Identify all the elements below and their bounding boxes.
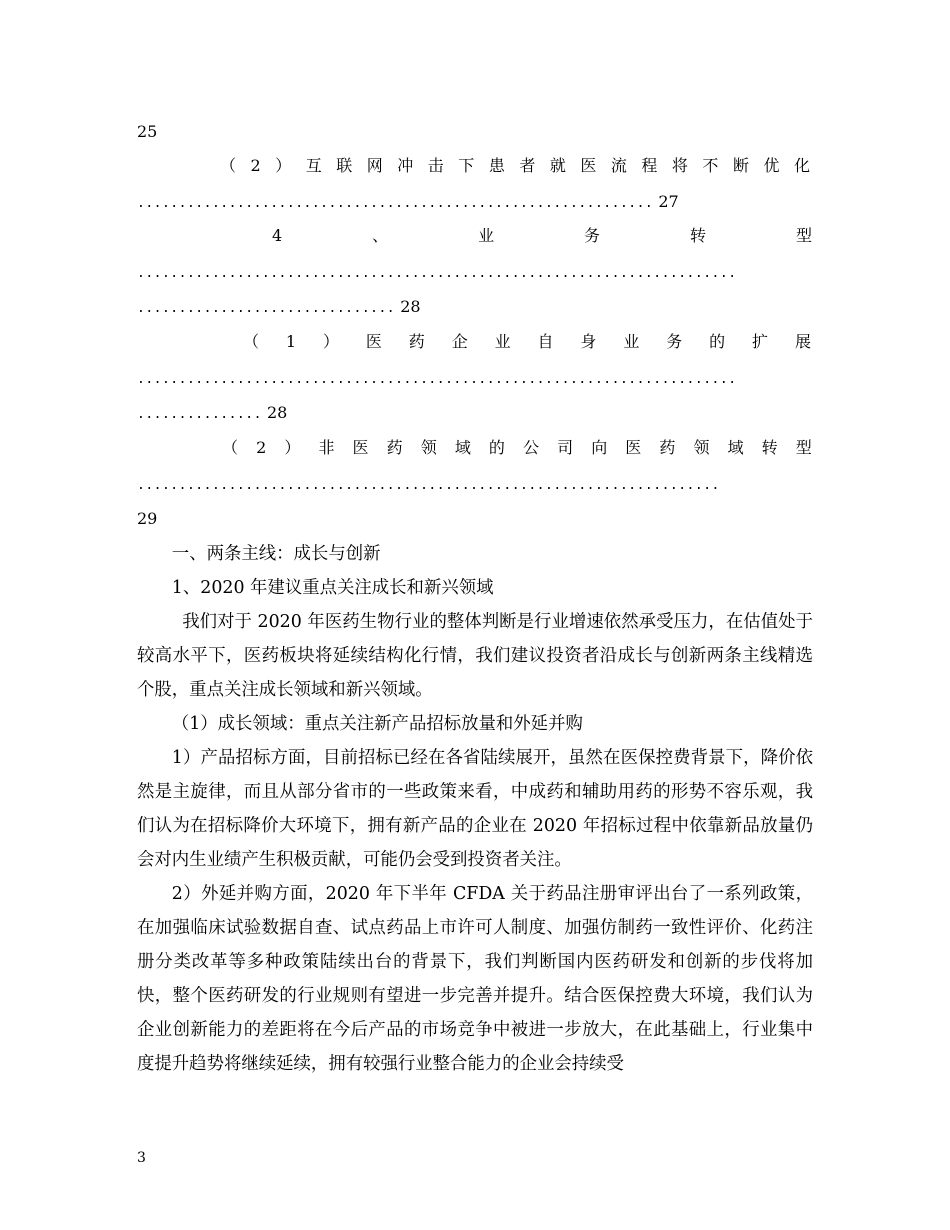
toc-title-char: （ bbox=[220, 156, 237, 175]
toc-title-char: 冲 bbox=[397, 156, 414, 175]
toc-title-char: 务 bbox=[666, 332, 683, 351]
toc-item-expand-leader-2 bbox=[137, 402, 813, 426]
toc-page-25 bbox=[137, 121, 813, 143]
toc-title-char: 司 bbox=[557, 438, 574, 457]
toc-item-nonmed-leader bbox=[137, 473, 813, 497]
toc-title-char: 下 bbox=[458, 156, 475, 175]
toc-title-char: 者 bbox=[519, 156, 536, 175]
toc-page-number: 29 bbox=[137, 509, 158, 528]
toc-title-char: 公 bbox=[523, 438, 540, 457]
toc-title-char: 领 bbox=[420, 438, 437, 457]
page-number: 3 bbox=[137, 1150, 146, 1166]
toc-title-char: 的 bbox=[488, 438, 505, 457]
toc-title-char: 化 bbox=[793, 156, 810, 175]
toc-title-char: ） bbox=[284, 438, 301, 457]
toc-title-char: 1 bbox=[285, 332, 297, 351]
toc-page-number: 25 bbox=[137, 122, 158, 141]
toc-dot-leader: ............................... bbox=[137, 301, 396, 316]
section-heading-1: 一、两条主线：成长与创新 bbox=[171, 544, 381, 564]
toc-title-char: 医 bbox=[580, 156, 597, 175]
section-heading-2: 1、2020 年建议重点关注成长和新兴领域 bbox=[171, 578, 494, 598]
toc-dot-leader: .............................................................. bbox=[137, 196, 654, 211]
toc-title-char: 的 bbox=[709, 332, 726, 351]
toc-title-char: ） bbox=[275, 156, 292, 175]
toc-title-char: 2 bbox=[256, 438, 267, 457]
toc-title-char: 药 bbox=[659, 438, 676, 457]
toc-item-nonmed-page bbox=[137, 508, 813, 530]
toc-title-char: 断 bbox=[732, 156, 749, 175]
toc-title-char: 企 bbox=[451, 332, 468, 351]
toc-title-char: 非 bbox=[318, 438, 335, 457]
toc-page-number: 27 bbox=[658, 192, 679, 211]
toc-title-char: 自 bbox=[537, 332, 554, 351]
toc-title-char: 转 bbox=[689, 226, 706, 245]
toc-title-char: 业 bbox=[494, 332, 511, 351]
toc-title-char: 不 bbox=[702, 156, 719, 175]
toc-page-number: 28 bbox=[400, 297, 421, 316]
toc-title-char: 医 bbox=[625, 438, 642, 457]
toc-title-char: 将 bbox=[671, 156, 688, 175]
toc-title-char: 域 bbox=[454, 438, 471, 457]
toc-item-transform-leader-1 bbox=[137, 261, 813, 285]
toc-item-transform-leader-2 bbox=[137, 296, 813, 320]
toc-title-char: 联 bbox=[336, 156, 353, 175]
toc-title-char: 就 bbox=[549, 156, 566, 175]
toc-title-char: 程 bbox=[641, 156, 658, 175]
toc-dot-leader: ........................................................................ bbox=[137, 266, 737, 281]
paragraph-overview: 我们对于 2020 年医药生物行业的整体判断是行业增速依然承受压力，在估值处于较高水平下，医药板块将延续结构化行情，我们建议投资者沿成长与创新两条主线精选个股，重点关注成长领域和新兴领域。 bbox=[137, 612, 813, 700]
toc-title-char: 医 bbox=[352, 438, 369, 457]
paragraph-tender: 1）产品招标方面，目前招标已经在各省陆续展开，虽然在医保控费背景下，降价依然是主旋律，而且从部分省市的一些政策来看，中成药和辅助用药的形势不容乐观，我们认为在招标降价大环境下，拥有新产品的企业在 2020 年招标过程中依靠新品放量仍会对内生业绩产生积极贡献，可能仍会受到投资者关注。 bbox=[137, 748, 813, 870]
toc-title-char: 2 bbox=[250, 156, 261, 175]
toc-item-nonmed-title[interactable] bbox=[222, 437, 812, 459]
toc-item-expand-title[interactable] bbox=[243, 331, 811, 353]
toc-title-char: 击 bbox=[427, 156, 444, 175]
toc-item-internet-leader bbox=[137, 191, 813, 215]
toc-title-char: 4 bbox=[272, 226, 283, 245]
toc-page-number: 28 bbox=[267, 403, 288, 422]
toc-title-char: 药 bbox=[386, 438, 403, 457]
toc-title-char: （ bbox=[222, 438, 239, 457]
toc-title-char: 扩 bbox=[752, 332, 769, 351]
toc-dot-leader: ........................................................................ bbox=[137, 372, 737, 387]
toc-title-char: 药 bbox=[408, 332, 425, 351]
toc-item-transform-title[interactable] bbox=[272, 225, 812, 247]
toc-title-char: 互 bbox=[305, 156, 322, 175]
toc-item-expand-leader-1 bbox=[137, 367, 813, 391]
toc-item-internet-title[interactable] bbox=[220, 155, 810, 177]
toc-title-char: 网 bbox=[366, 156, 383, 175]
toc-title-char: ） bbox=[322, 332, 339, 351]
toc-title-char: 业 bbox=[623, 332, 640, 351]
toc-title-char: 展 bbox=[794, 332, 811, 351]
body-text bbox=[137, 537, 813, 1081]
toc-title-char: 向 bbox=[591, 438, 608, 457]
toc-title-char: 转 bbox=[761, 438, 778, 457]
toc-title-char: 务 bbox=[584, 226, 601, 245]
paragraph-mna: 2）外延并购方面，2020 年下半年 CFDA 关于药品注册审评出台了一系列政策，在加强临床试验数据自查、试点药品上市许可人制度、加强仿制药一致性评价、化药注册分类改革等多种政策陆续出台的背景下，我们判断国内医药研发和创新的步伐将加快，整个医药研发的行业规则有望进一步完善并提升。结合医保控费大环境，我们认为企业创新能力的差距将在今后产品的市场竞争中被进一步放大，在此基础上，行业集中度提升趋势将继续延续，拥有较强行业整合能力的企业会持续受 bbox=[137, 884, 813, 1074]
section-heading-3: （1）成长领域：重点关注新产品招标放量和外延并购 bbox=[171, 714, 583, 734]
toc-title-char: 、 bbox=[372, 226, 389, 245]
toc-title-char: 型 bbox=[795, 438, 812, 457]
toc-title-char: 域 bbox=[727, 438, 744, 457]
toc-title-char: 业 bbox=[478, 226, 495, 245]
toc-title-char: 患 bbox=[488, 156, 505, 175]
toc-title-char: 型 bbox=[795, 226, 812, 245]
toc-title-char: 领 bbox=[693, 438, 710, 457]
toc-title-char: 流 bbox=[610, 156, 627, 175]
toc-title-char: （ bbox=[243, 332, 260, 351]
toc-title-char: 医 bbox=[365, 332, 382, 351]
toc-dot-leader: ...................................................................... bbox=[137, 478, 720, 493]
toc-dot-leader: ............... bbox=[137, 407, 262, 422]
toc-title-char: 身 bbox=[580, 332, 597, 351]
toc-title-char: 优 bbox=[763, 156, 780, 175]
